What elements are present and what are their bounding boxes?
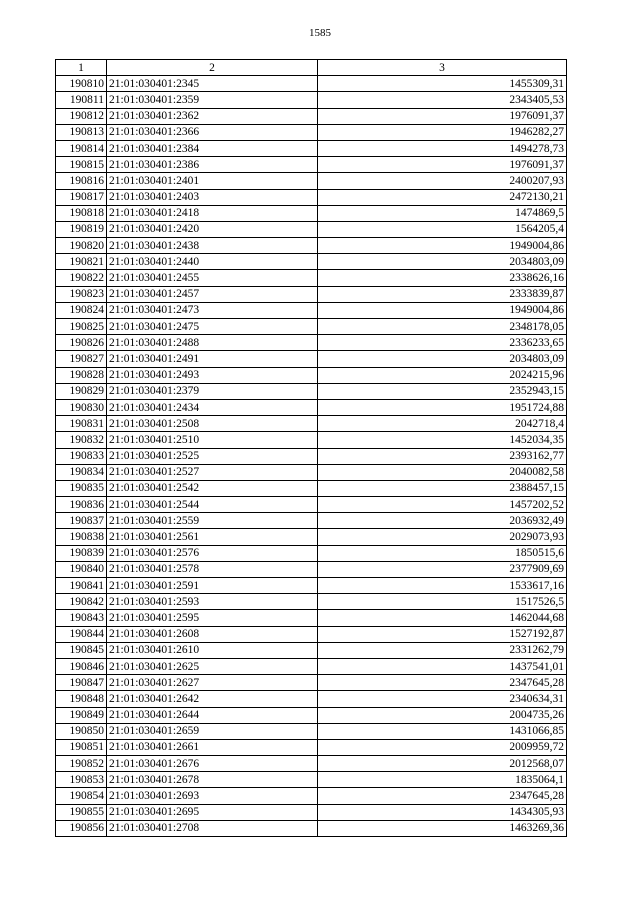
table-row [56, 513, 567, 529]
table-header [56, 60, 567, 76]
cadastral-number: 21:01:030401:2525 [107, 448, 318, 464]
cadastral-value: 1564205,4 [318, 221, 567, 237]
cadastral-number: 21:01:030401:2627 [107, 675, 318, 691]
row-number: 190850 [56, 723, 107, 739]
row-number: 190812 [56, 108, 107, 124]
table-row [56, 157, 567, 173]
row-number: 190816 [56, 173, 107, 189]
table-row [56, 173, 567, 189]
cadastral-number: 21:01:030401:2659 [107, 723, 318, 739]
row-number: 190843 [56, 610, 107, 626]
table-row [56, 610, 567, 626]
row-number: 190818 [56, 205, 107, 221]
row-number: 190848 [56, 691, 107, 707]
cadastral-value: 2377909,69 [318, 561, 567, 577]
cadastral-number: 21:01:030401:2438 [107, 238, 318, 254]
cadastral-number: 21:01:030401:2642 [107, 691, 318, 707]
table-row [56, 221, 567, 237]
cadastral-number: 21:01:030401:2644 [107, 707, 318, 723]
cadastral-value: 2034803,09 [318, 351, 567, 367]
cadastral-value: 2472130,21 [318, 189, 567, 205]
row-number: 190826 [56, 335, 107, 351]
cadastral-value: 1455309,31 [318, 76, 567, 92]
table-row [56, 351, 567, 367]
cadastral-number: 21:01:030401:2608 [107, 626, 318, 642]
cadastral-number: 21:01:030401:2510 [107, 432, 318, 448]
cadastral-number: 21:01:030401:2678 [107, 772, 318, 788]
cadastral-number: 21:01:030401:2473 [107, 302, 318, 318]
cadastral-number: 21:01:030401:2542 [107, 480, 318, 496]
cadastral-number: 21:01:030401:2401 [107, 173, 318, 189]
header-col-2: 2 [107, 60, 318, 76]
cadastral-number: 21:01:030401:2593 [107, 594, 318, 610]
cadastral-number: 21:01:030401:2676 [107, 756, 318, 772]
row-number: 190821 [56, 254, 107, 270]
cadastral-number: 21:01:030401:2488 [107, 335, 318, 351]
cadastral-number: 21:01:030401:2345 [107, 76, 318, 92]
cadastral-value: 2333839,87 [318, 286, 567, 302]
cadastral-number: 21:01:030401:2625 [107, 658, 318, 674]
table-row [56, 448, 567, 464]
table-row [56, 432, 567, 448]
cadastral-value: 2036932,49 [318, 513, 567, 529]
cadastral-number: 21:01:030401:2595 [107, 610, 318, 626]
table-body [56, 76, 567, 837]
registry-table [55, 59, 567, 837]
table-row [56, 626, 567, 642]
cadastral-number: 21:01:030401:2379 [107, 383, 318, 399]
cadastral-number: 21:01:030401:2708 [107, 820, 318, 836]
row-number: 190851 [56, 739, 107, 755]
cadastral-value: 1494278,73 [318, 140, 567, 156]
cadastral-number: 21:01:030401:2418 [107, 205, 318, 221]
table-row [56, 76, 567, 92]
cadastral-number: 21:01:030401:2559 [107, 513, 318, 529]
table-row [56, 319, 567, 335]
row-number: 190823 [56, 286, 107, 302]
row-number: 190810 [56, 76, 107, 92]
table-row [56, 723, 567, 739]
header-col-1: 1 [56, 60, 107, 76]
row-number: 190815 [56, 157, 107, 173]
table-row [56, 189, 567, 205]
row-number: 190832 [56, 432, 107, 448]
cadastral-value: 2040082,58 [318, 464, 567, 480]
header-row [56, 60, 567, 76]
table-row [56, 416, 567, 432]
row-number: 190849 [56, 707, 107, 723]
row-number: 190846 [56, 658, 107, 674]
cadastral-value: 2009959,72 [318, 739, 567, 755]
cadastral-value: 1437541,01 [318, 658, 567, 674]
cadastral-value: 2388457,15 [318, 480, 567, 496]
table-row [56, 529, 567, 545]
cadastral-value: 2024215,96 [318, 367, 567, 383]
row-number: 190845 [56, 642, 107, 658]
table-row [56, 124, 567, 140]
cadastral-value: 1951724,88 [318, 399, 567, 415]
table-row [56, 772, 567, 788]
row-number: 190820 [56, 238, 107, 254]
cadastral-number: 21:01:030401:2366 [107, 124, 318, 140]
cadastral-value: 2331262,79 [318, 642, 567, 658]
cadastral-value: 2042718,4 [318, 416, 567, 432]
row-number: 190852 [56, 756, 107, 772]
table-row [56, 658, 567, 674]
cadastral-value: 1434305,93 [318, 804, 567, 820]
cadastral-value: 2336233,65 [318, 335, 567, 351]
row-number: 190824 [56, 302, 107, 318]
table-row [56, 561, 567, 577]
table-row [56, 497, 567, 513]
table-row [56, 578, 567, 594]
row-number: 190837 [56, 513, 107, 529]
cadastral-number: 21:01:030401:2440 [107, 254, 318, 270]
cadastral-number: 21:01:030401:2475 [107, 319, 318, 335]
table-row [56, 707, 567, 723]
cadastral-value: 2034803,09 [318, 254, 567, 270]
table-row [56, 642, 567, 658]
cadastral-number: 21:01:030401:2527 [107, 464, 318, 480]
row-number: 190838 [56, 529, 107, 545]
cadastral-number: 21:01:030401:2359 [107, 92, 318, 108]
table-row [56, 383, 567, 399]
row-number: 190844 [56, 626, 107, 642]
cadastral-number: 21:01:030401:2695 [107, 804, 318, 820]
row-number: 190836 [56, 497, 107, 513]
row-number: 190847 [56, 675, 107, 691]
table-row [56, 675, 567, 691]
table-row [56, 286, 567, 302]
cadastral-number: 21:01:030401:2493 [107, 367, 318, 383]
cadastral-value: 1474869,5 [318, 205, 567, 221]
row-number: 190834 [56, 464, 107, 480]
cadastral-number: 21:01:030401:2491 [107, 351, 318, 367]
table-row [56, 464, 567, 480]
row-number: 190854 [56, 788, 107, 804]
row-number: 190830 [56, 399, 107, 415]
table-row [56, 254, 567, 270]
cadastral-number: 21:01:030401:2576 [107, 545, 318, 561]
cadastral-number: 21:01:030401:2386 [107, 157, 318, 173]
table-row [56, 92, 567, 108]
cadastral-value: 1462044,68 [318, 610, 567, 626]
cadastral-value: 2348178,05 [318, 319, 567, 335]
cadastral-value: 1946282,27 [318, 124, 567, 140]
cadastral-value: 1850515,6 [318, 545, 567, 561]
cadastral-value: 2029073,93 [318, 529, 567, 545]
row-number: 190829 [56, 383, 107, 399]
cadastral-number: 21:01:030401:2508 [107, 416, 318, 432]
cadastral-number: 21:01:030401:2591 [107, 578, 318, 594]
row-number: 190819 [56, 221, 107, 237]
table-row [56, 804, 567, 820]
cadastral-value: 1457202,52 [318, 497, 567, 513]
cadastral-number: 21:01:030401:2661 [107, 739, 318, 755]
table-row [56, 820, 567, 836]
cadastral-value: 1517526,5 [318, 594, 567, 610]
row-number: 190831 [56, 416, 107, 432]
row-number: 190835 [56, 480, 107, 496]
cadastral-number: 21:01:030401:2455 [107, 270, 318, 286]
cadastral-value: 1976091,37 [318, 108, 567, 124]
row-number: 190828 [56, 367, 107, 383]
cadastral-value: 1835064,1 [318, 772, 567, 788]
cadastral-value: 2352943,15 [318, 383, 567, 399]
cadastral-value: 2004735,26 [318, 707, 567, 723]
cadastral-value: 2343405,53 [318, 92, 567, 108]
cadastral-number: 21:01:030401:2561 [107, 529, 318, 545]
cadastral-number: 21:01:030401:2544 [107, 497, 318, 513]
row-number: 190811 [56, 92, 107, 108]
cadastral-value: 1949004,86 [318, 302, 567, 318]
cadastral-value: 2338626,16 [318, 270, 567, 286]
cadastral-number: 21:01:030401:2403 [107, 189, 318, 205]
row-number: 190822 [56, 270, 107, 286]
row-number: 190853 [56, 772, 107, 788]
row-number: 190817 [56, 189, 107, 205]
table-row [56, 302, 567, 318]
cadastral-value: 1527192,87 [318, 626, 567, 642]
table-row [56, 594, 567, 610]
header-col-3: 3 [318, 60, 567, 76]
cadastral-value: 1533617,16 [318, 578, 567, 594]
table-row [56, 480, 567, 496]
table-row [56, 739, 567, 755]
row-number: 190839 [56, 545, 107, 561]
row-number: 190813 [56, 124, 107, 140]
page-number: 1585 [309, 27, 331, 39]
table-row [56, 399, 567, 415]
cadastral-value: 2012568,07 [318, 756, 567, 772]
row-number: 190856 [56, 820, 107, 836]
table-row [56, 756, 567, 772]
cadastral-value: 2347645,28 [318, 788, 567, 804]
row-number: 190841 [56, 578, 107, 594]
cadastral-value: 2400207,93 [318, 173, 567, 189]
cadastral-value: 2393162,77 [318, 448, 567, 464]
table-row [56, 270, 567, 286]
cadastral-number: 21:01:030401:2610 [107, 642, 318, 658]
table-row [56, 205, 567, 221]
cadastral-value: 2347645,28 [318, 675, 567, 691]
cadastral-number: 21:01:030401:2362 [107, 108, 318, 124]
cadastral-value: 1976091,37 [318, 157, 567, 173]
cadastral-number: 21:01:030401:2578 [107, 561, 318, 577]
cadastral-value: 2340634,31 [318, 691, 567, 707]
row-number: 190842 [56, 594, 107, 610]
cadastral-value: 1452034,35 [318, 432, 567, 448]
cadastral-number: 21:01:030401:2420 [107, 221, 318, 237]
cadastral-number: 21:01:030401:2384 [107, 140, 318, 156]
table-row [56, 238, 567, 254]
cadastral-value: 1463269,36 [318, 820, 567, 836]
cadastral-value: 1949004,86 [318, 238, 567, 254]
table-row [56, 140, 567, 156]
table-row [56, 691, 567, 707]
cadastral-number: 21:01:030401:2457 [107, 286, 318, 302]
table-row [56, 335, 567, 351]
row-number: 190855 [56, 804, 107, 820]
row-number: 190814 [56, 140, 107, 156]
cadastral-number: 21:01:030401:2434 [107, 399, 318, 415]
table-row [56, 545, 567, 561]
row-number: 190827 [56, 351, 107, 367]
table-row [56, 788, 567, 804]
table-row [56, 108, 567, 124]
row-number: 190840 [56, 561, 107, 577]
cadastral-number: 21:01:030401:2693 [107, 788, 318, 804]
row-number: 190833 [56, 448, 107, 464]
cadastral-value: 1431066,85 [318, 723, 567, 739]
table-row [56, 367, 567, 383]
row-number: 190825 [56, 319, 107, 335]
